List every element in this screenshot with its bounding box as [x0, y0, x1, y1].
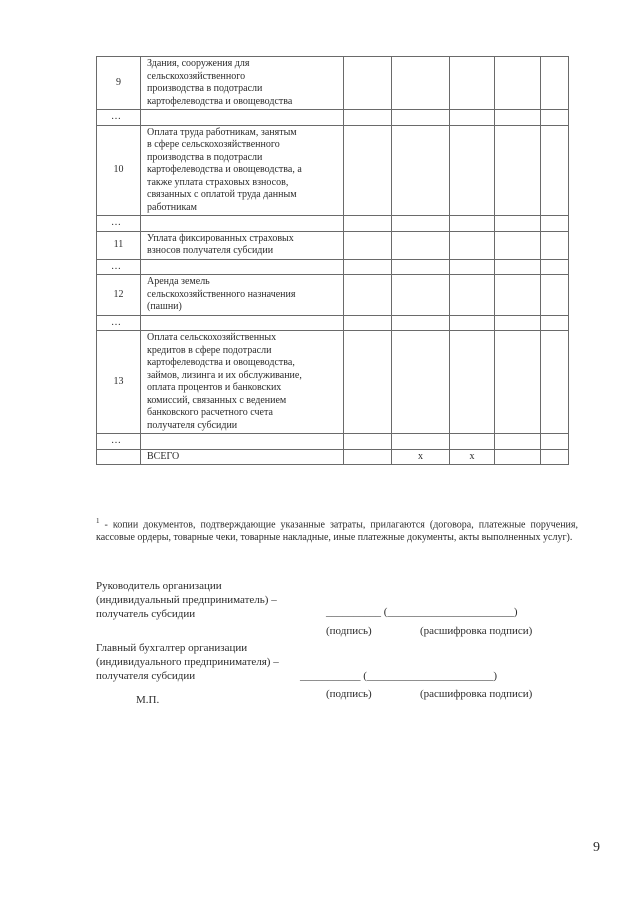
empty-cell — [495, 331, 541, 434]
row-number: … — [97, 434, 141, 450]
empty-cell — [392, 259, 450, 275]
description-line: производства в подотрасли — [147, 151, 263, 163]
empty-cell — [541, 449, 569, 465]
empty-cell — [344, 315, 392, 331]
table-row — [97, 231, 569, 259]
empty-cell — [450, 275, 495, 316]
empty-cell — [392, 110, 450, 126]
description-line: Здания, сооружения для — [147, 58, 250, 69]
accountant-title-line: получателя субсидии — [96, 670, 196, 682]
table-row — [97, 125, 569, 216]
empty-cell — [541, 315, 569, 331]
table-row-ellipsis — [97, 259, 569, 275]
description-line: получателя субсидии — [147, 419, 238, 431]
empty-cell — [392, 315, 450, 331]
accountant-signature-block — [96, 641, 279, 683]
description-line: картофелеводства и овощеводства, — [147, 357, 295, 368]
empty-cell — [495, 315, 541, 331]
row-description — [141, 331, 344, 434]
total-label: ВСЕГО — [141, 449, 344, 465]
empty-cell — [541, 231, 569, 259]
empty-cell — [495, 110, 541, 126]
description-line: также уплата страховых взносов, — [147, 176, 289, 188]
accountant-title-line: (индивидуального предпринимателя) – — [96, 656, 279, 668]
description-line: Уплата фиксированных страховых — [147, 232, 294, 244]
empty-cell — [495, 449, 541, 465]
total-mark: х — [450, 449, 495, 465]
empty-cell — [392, 231, 450, 259]
row-number: 13 — [97, 331, 141, 434]
empty-cell — [392, 434, 450, 450]
row-description — [141, 231, 344, 259]
table-row-ellipsis — [97, 216, 569, 232]
description-line: картофелеводства и овощеводства — [147, 95, 293, 107]
empty-cell — [344, 331, 392, 434]
empty-cell — [344, 216, 392, 232]
accountant-name-caption: (расшифровка подписи) — [420, 688, 533, 700]
empty-cell — [495, 259, 541, 275]
empty-cell — [541, 275, 569, 316]
description-line: комиссий, связанных с ведением — [147, 394, 287, 406]
row-description — [141, 275, 344, 316]
costs-table — [96, 56, 569, 465]
empty-cell — [344, 275, 392, 316]
row-description — [141, 125, 344, 216]
empty-cell — [450, 125, 495, 216]
costs-table-body — [97, 57, 569, 465]
empty-cell — [392, 216, 450, 232]
description-line: кредитов в сфере подотрасли — [147, 344, 272, 356]
footnote-marker: 1 — [96, 517, 100, 525]
empty-cell — [541, 259, 569, 275]
row-description — [141, 259, 344, 275]
description-line: сельскохозяйственного назначения — [147, 288, 296, 300]
empty-cell — [344, 57, 392, 110]
empty-cell — [344, 125, 392, 216]
row-number: 11 — [97, 231, 141, 259]
empty-cell — [541, 125, 569, 216]
empty-cell — [344, 434, 392, 450]
description-line: Аренда земель — [147, 276, 210, 287]
empty-cell — [450, 434, 495, 450]
empty-cell — [392, 57, 450, 110]
description-line: банковского расчетного счета — [147, 407, 273, 418]
empty-cell — [450, 216, 495, 232]
description-line: производства в подотрасли — [147, 83, 263, 94]
head-title-line: получатель субсидии — [96, 608, 196, 620]
empty-cell — [495, 216, 541, 232]
empty-cell — [97, 449, 141, 465]
empty-cell — [392, 275, 450, 316]
stamp-place: М.П. — [136, 694, 160, 706]
row-number: 10 — [97, 125, 141, 216]
empty-cell — [392, 331, 450, 434]
description-line: картофелеводства и овощеводства, а — [147, 164, 302, 175]
head-signature-block — [96, 579, 277, 621]
table-row-ellipsis — [97, 110, 569, 126]
empty-cell — [450, 259, 495, 275]
empty-cell — [344, 259, 392, 275]
empty-cell — [495, 57, 541, 110]
accountant-title-line: Главный бухгалтер организации — [96, 642, 248, 654]
footnote — [96, 515, 578, 544]
empty-cell — [450, 110, 495, 126]
empty-cell — [541, 57, 569, 110]
row-number: … — [97, 216, 141, 232]
description-line: займов, лизинга и их обслуживание, — [147, 369, 302, 381]
empty-cell — [541, 216, 569, 232]
row-description — [141, 216, 344, 232]
empty-cell — [495, 125, 541, 216]
row-description — [141, 57, 344, 110]
description-line: оплата процентов и банковских — [147, 382, 282, 393]
head-signature-caption: (подпись) — [326, 625, 372, 637]
empty-cell — [450, 315, 495, 331]
empty-cell — [541, 434, 569, 450]
description-line: Оплата труда работникам, занятым — [147, 126, 297, 138]
empty-cell — [344, 231, 392, 259]
empty-cell — [344, 449, 392, 465]
empty-cell — [450, 231, 495, 259]
table-row — [97, 57, 569, 110]
head-title-line: Руководитель организации — [96, 580, 222, 592]
row-description — [141, 434, 344, 450]
description-line: в сфере сельскохозяйственного — [147, 139, 280, 150]
table-row-ellipsis — [97, 434, 569, 450]
table-row — [97, 331, 569, 434]
row-description — [141, 110, 344, 126]
head-title-line: (индивидуальный предприниматель) – — [96, 594, 277, 606]
empty-cell — [450, 57, 495, 110]
description-line: связанных с оплатой труда данным — [147, 189, 297, 200]
table-row-total — [97, 449, 569, 465]
table-row-ellipsis — [97, 315, 569, 331]
page-number: 9 — [593, 840, 600, 855]
description-line: работникам — [147, 201, 197, 213]
accountant-signature-caption: (подпись) — [326, 688, 372, 700]
accountant-signature-line: ___________ (_______________________) — [300, 670, 498, 682]
description-line: взносов получателя субсидии — [147, 245, 274, 256]
row-number: 12 — [97, 275, 141, 316]
footnote-text: - копии документов, подтверждающие указанные затраты, прилагаются (договора, платежные поручения, кассовые ордеры, товарные чеки, товарные накладные, иные платежные документы, акты выполненных услуг). — [96, 519, 578, 544]
head-name-caption: (расшифровка подписи) — [420, 625, 533, 637]
row-number: … — [97, 110, 141, 126]
empty-cell — [495, 434, 541, 450]
empty-cell — [392, 125, 450, 216]
head-signature-line: __________ (_______________________) — [326, 606, 518, 618]
row-number: … — [97, 315, 141, 331]
row-description — [141, 315, 344, 331]
description-line: Оплата сельскохозяйственных — [147, 332, 277, 343]
empty-cell — [541, 331, 569, 434]
empty-cell — [541, 110, 569, 126]
total-mark: х — [392, 449, 450, 465]
empty-cell — [495, 231, 541, 259]
row-number: 9 — [97, 57, 141, 110]
row-number: … — [97, 259, 141, 275]
description-line: сельскохозяйственного — [147, 70, 246, 82]
table-row — [97, 275, 569, 316]
empty-cell — [450, 331, 495, 434]
description-line: (пашни) — [147, 301, 182, 312]
empty-cell — [495, 275, 541, 316]
empty-cell — [344, 110, 392, 126]
